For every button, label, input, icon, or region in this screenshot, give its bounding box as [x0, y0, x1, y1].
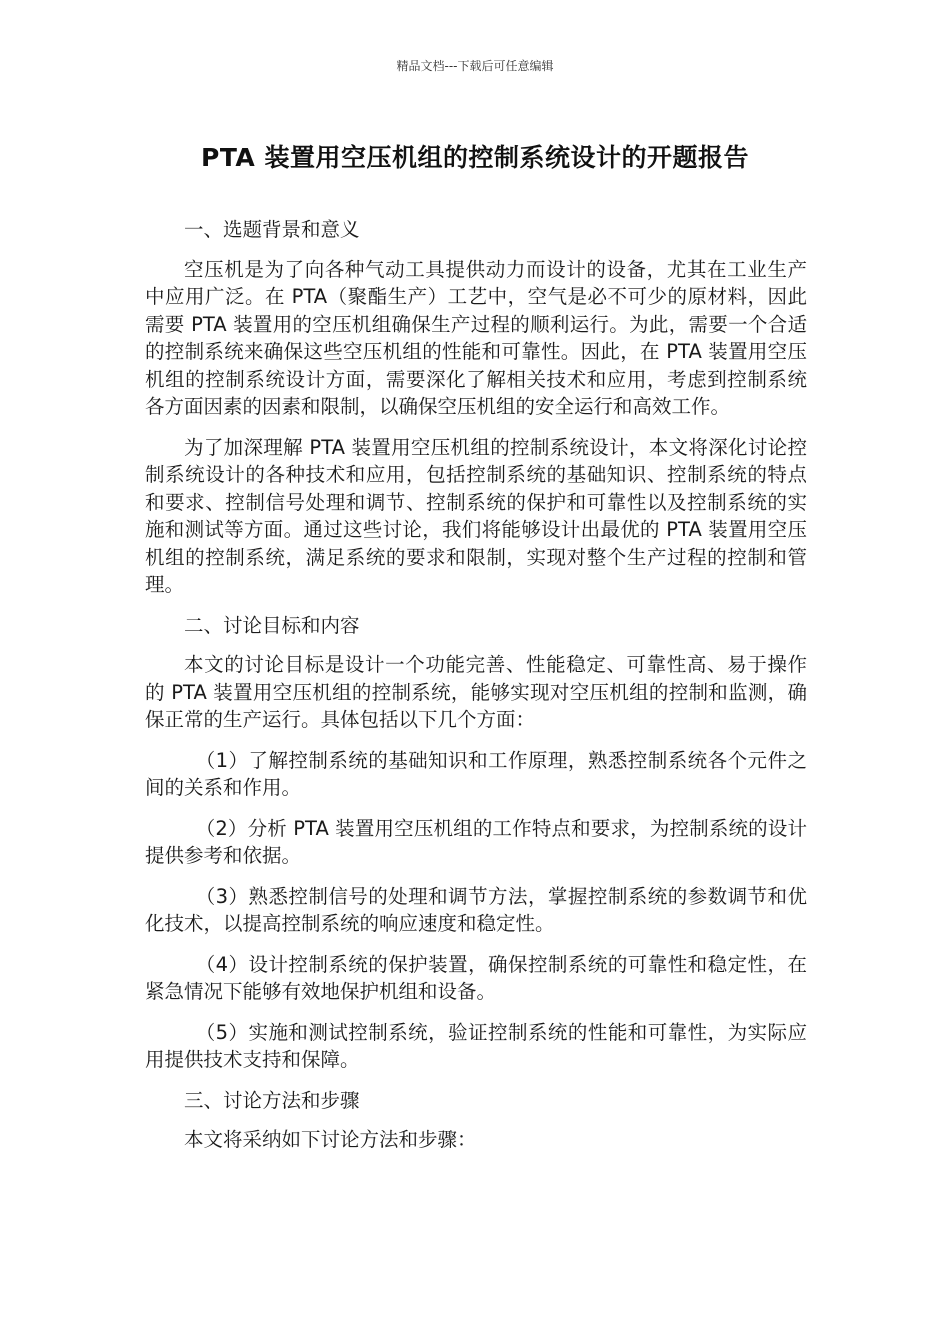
paragraph-methods-intro: 本文将采纳如下讨论方法和步骤：	[184, 1128, 477, 1151]
paragraph-background-2: 为了加深理解 PTA 装置用空压机组的控制系统设计，本文将深化讨论控制系统设计的各种技术和应用，包括控制系统的基础知识、控制系统的特点和要求、控制信号处理和调节、控制系统的保护和可靠性以及控制系统的实施和测试等方面。通过这些讨论，我们将能够设计出最优的 PTA 装置用空压机组的控制系统，满足系统的要求和限制，实现对整个生产过程的控制和管理。	[145, 435, 807, 596]
list-item-4: （4）设计控制系统的保护装置，确保控制系统的可靠性和稳定性，在紧急情况下能够有效地保护机组和设备。	[145, 952, 807, 1003]
section-heading-background: 一、选题背景和意义	[184, 218, 360, 241]
paragraph-goals-intro: 本文的讨论目标是设计一个功能完善、性能稳定、可靠性高、易于操作的 PTA 装置用空压机组的控制系统，能够实现对空压机组的控制和监测，确保正常的生产运行。具体包括以下几个方面：	[145, 653, 807, 731]
document-body	[145, 216, 807, 1167]
header-note: 精品文档---下载后可任意编辑	[396, 59, 554, 73]
list-item-5: （5）实施和测试控制系统，验证控制系统的性能和可靠性，为实际应用提供技术支持和保障。	[145, 1020, 807, 1071]
section-heading-methods: 三、讨论方法和步骤	[184, 1088, 360, 1112]
paragraph-background-1: 空压机是为了向各种气动工具提供动力而设计的设备，尤其在工业生产中应用广泛。在 PTA（聚酯生产）工艺中，空气是必不可少的原材料，因此需要 PTA 装置用的空压机组确保生产过程的顺利运行。为此，需要一个合适的控制系统来确保这些空压机组的性能和可靠性。因此，在 PTA 装置用空压机组的控制系统设计方面，需要深化了解相关技术和应用，考虑到控制系统各方面因素的因素和限制，以确保空压机组的安全运行和高效工作。	[145, 257, 807, 418]
document-title: PTA 装置用空压机组的控制系统设计的开题报告	[201, 143, 749, 172]
section-heading-goals: 二、讨论目标和内容	[184, 613, 360, 637]
list-item-2: （2）分析 PTA 装置用空压机组的工作特点和要求，为控制系统的设计提供参考和依据。	[145, 816, 807, 867]
list-item-3: （3）熟悉控制信号的处理和调节方法，掌握控制系统的参数调节和优化技术，以提高控制系统的响应速度和稳定性。	[145, 884, 807, 935]
list-item-1: （1）了解控制系统的基础知识和工作原理，熟悉控制系统各个元件之间的关系和作用。	[145, 748, 807, 799]
